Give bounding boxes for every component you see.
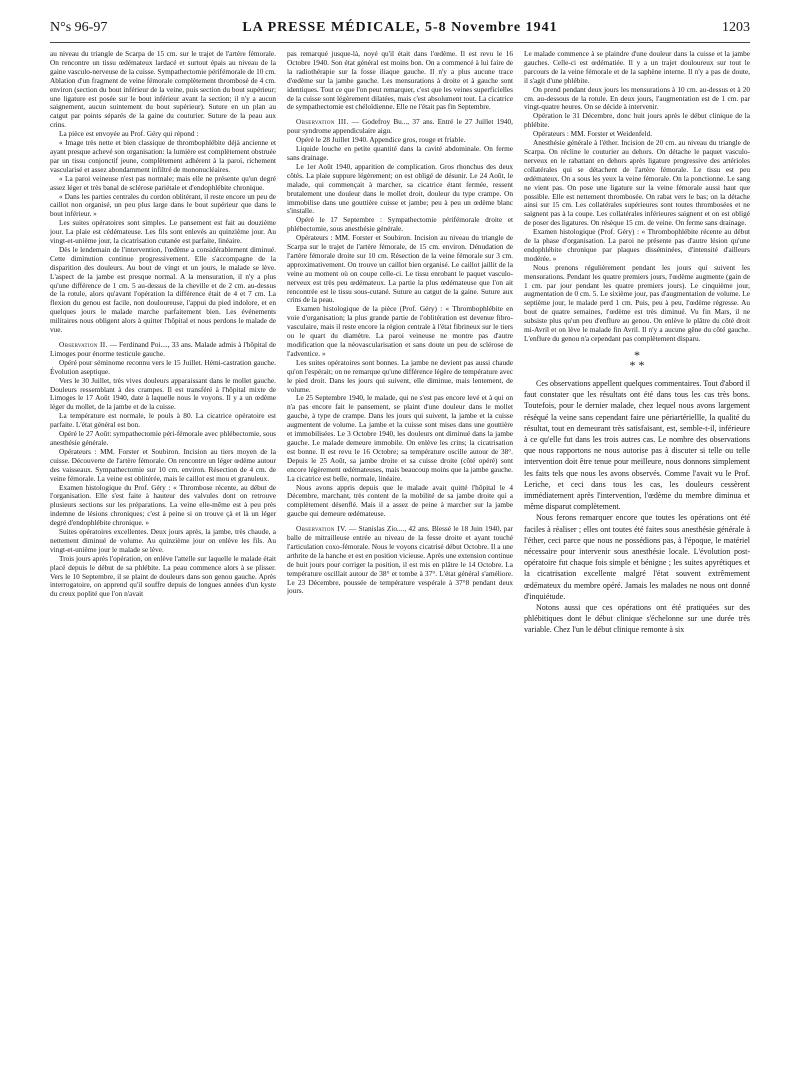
paragraph: Suites opératoires excellentes. Deux jours après, la jambe, très chaude, a nettement diminué de volume. Au quinzième jour on enlève les fils. Au vingt-et-unième jour le malade se lève. (50, 527, 276, 554)
section-separator-asterisks: * * * (629, 347, 645, 372)
paragraph: Liquide louche en petite quantité dans la cavité abdominale. On ferme sans drainage. (287, 144, 513, 162)
quote-paragraph: « Dans les parties centrales du cordon oblitérant, il reste encore un peu de caillot non organisé, un peu plus large dans le bout supérieur que dans le bout inférieur. » (50, 191, 276, 219)
paragraph: On prend pendant deux jours les mensurations à 10 cm. au-dessus et à 20 cm. au-dessous de la rotule. En deux jours, l'augmentation est de 1 cm. par vingt-quatre heures. On se décide à intervenir. (524, 84, 750, 112)
journal-title: LA PRESSE MÉDICALE, 5-8 Novembre 1941 (242, 20, 558, 35)
observation-intro: — Stanislas Zio...., 42 ans. Blessé le 18 Juin 1940, par balle de mitrailleuse entrée au niveau de la fesse droite et ayant touché l'articulation coxo-fémorale. Nous le voyons cicatrisé début Octobre. Il a une arthrite de la hanche et est en position vicieuse. Après une extension continue de huit jours pour corriger la position, il est mis en plâtre le 14 Octobre. La température oscillait autour de 38° et tombe à 37°. L'état général s'améliore. Le 23 Décembre, poussée de température vespérale à 37°8 pendant deux jours. (287, 524, 513, 596)
paragraph: Le malade commence à se plaindre d'une douleur dans la cuisse et la jambe gauches. Celle-ci est œdématiée. Il y a un trajet douloureux sur tout le parcours de la veine fémorale et de la saphène interne. Il n'y a pas de doute, il s'agit d'une phlébite. (524, 50, 750, 85)
paragraph: La pièce est envoyée au Prof. Géry qui répond : (59, 129, 199, 139)
paragraph: Ces observations appellent quelques commentaires. Tout d'abord il faut constater que les résultats ont été dans tous les cas très bons. Toutefois, pour le dernier malade, chez lequel nous avons largement réséqué la veine sans cependant faire une périartériellle, la qualité du résultat, tout en demeurant très satisfaisant, est, semble-t-il, inférieure à ce qu'elle fut dans les trois autres cas. Le nombre des observations que nous rapportons ne nous autorise pas à discuter si telle ou telle intervention doit être tenue pour meilleure, nous donnons simplement les faits tels que nous les avons observés. Comme l'avait vu le Prof. Leriche, et ceci dans tous les cas, les douleurs cessèrent immédiatement après l'intervention, l'œdème du membre diminua et même disparut complètement. (524, 378, 750, 512)
paragraph: Le 25 Septembre 1940, le malade, qui ne s'est pas encore levé et à qui on n'a pas encore fait le pansement, se plaint d'une douleur dans le mollet gauche, à type de crampe. Dans les jours qui suivent, la jambe et la cuisse augmentent de volume. La jambe et la cuisse sont mises dans une gouttière et immobilisées. Le 3 Octobre 1940, les douleurs ont diminué dans la jambe gauche. Le malade demeure immobile. On enlève les crins; la cicatrisation est bonne. Il est revu le 16 Octobre; sa température oscille autour de 38°. Depuis le 25 Août, sa jambe droite et sa cuisse droite (côté opéré) sont encore légèrement œdémateuses, mais beaucoup moins que la jambe gauche. La cicatrice est belle, normale, linéaire. (287, 393, 513, 483)
paragraph: Les suites opératoires sont bonnes. La jambe ne devient pas aussi chaude qu'on l'espérait; on ne remarque qu'une différence légère de température avec le pied droit. Dans les jours qui suivent, elle diminue, mais lentement, de volume. (287, 357, 513, 394)
observation-title: Observation IV. (296, 524, 347, 534)
paragraph: La température est normale, le pouls à 80. La cicatrice opératoire est parfaite. L'état général est bon. (50, 411, 276, 430)
column-2 (287, 50, 513, 1070)
paragraph: Opérateurs : MM. Forster et Weidenfeld. (533, 129, 653, 139)
observation-heading (287, 525, 513, 596)
paragraph: au niveau du triangle de Scarpa de 15 cm. sur le trajet de l'artère fémorale. On rencontre un tissu œdémateux lardacé et surtout épais au niveau de la gaine vasculo-nerveuse de la cuisse. Sympathectomie périfémorale de 10 cm. Ablation d'un fragment de veine fémorale complètement thrombosé de 4 cm. environ (section du bout inférieur de la veine, puis section du bout supérieur; une ligature est posée sur le bout inférieur avant la section; il n'y a aucun saignement, aucun suintement du bout supérieur). Suture en un plan au catgut par points séparés de la gaine du couturier. Suture de la peau aux crins. (50, 50, 276, 130)
observation-heading (50, 341, 276, 359)
paragraph: Examen histologique (Prof. Géry) : « Thrombophlébite récente au début de la phase d'organisation. La paroi ne présente pas d'autre lésion qu'une endophlébite chronique par plaques disséminées, d'intensité d'ailleurs modérée. » (524, 227, 750, 263)
paragraph: Anesthésie générale à l'éther. Incision de 20 cm. au niveau du triangle de Scarpa. On récline le couturier au dehors. On détache le paquet vasculo-nerveux en le rabattant en dehors après ligature progressive des artérioles collatérales qui se détachent de l'artère fémorale. Le tissu est peu œdémateux. On a sous les yeux la veine fémorale. On la ponctionne. Le sang ne vient pas. On pose une ligature sur la veine fémorale aussi haut que possible. Elle est nettement thrombosée. On rabat vers le bas; on la détache ainsi sur 15 cm. Les collatérales supérieures sont toutes thrombosées et ne saignent pas à la coupe. Les collatérales inférieures saignent et on est obligé de poser des ligatures. On résèque 15 cm. de veine. On ferme sans drainage. (524, 138, 750, 228)
observation-heading (287, 118, 513, 136)
observation-intro: — Ferdinand Poi...., 33 ans. Malade admis à l'hôpital de Limoges pour énorme testicule gauche. (50, 340, 276, 358)
column-1 (50, 50, 276, 1070)
quote-paragraph: « Image très nette et bien classique de thrombophlébite déjà ancienne et ayant presque achevé son organisation: la lumière est complètement obstruée par un tissu conjonctif jeune, complètement adhérent à la paroi, richement vascularisé et assez abondamment infiltré de mononucléaires. (50, 138, 276, 174)
page-number: 1203 (722, 20, 750, 35)
paragraph: Dès le lendemain de l'intervention, l'œdème a considérablement diminué. Cette diminution continue progressivement. Elle s'accompagne de la disparition des douleurs. Au bout de vingt et un jours, le malade se lève. L'aspect de la jambe est presque normal. A la mensuration, il n'y a plus qu'une différence de 1 cm. 5 au-dessus de la cheville et de 2 cm. au-dessus de la rotule, alors qu'avant l'opération la différence était de 4 et 7 cm. La flexion du genou est facile, non douloureuse, l'appui du pied indolore, et en quelques jours le malade marche parfaitement bien. Les événements militaires nous obligent alors à quitter l'hôpital et nous perdons le malade de vue. (50, 244, 276, 335)
quote-paragraph: « La paroi veineuse n'est pas normale; mais elle ne présente qu'un degré assez léger et très banal de sclérose pariétale et d'endophlébite chronique. (50, 173, 276, 192)
paragraph: Vers le 30 Juillet, très vives douleurs apparaissant dans le mollet gauche. Douleurs ressemblant à des crampes. Il est transféré à l'hôpital mixte de Limoges le 17 Août 1940, date à laquelle nous le voyons. Il y a un œdème léger du mollet, de la jambe et de la cuisse. (50, 375, 276, 412)
paragraph: Opération le 31 Décembre, donc huit jours après le début clinique de la phlébite. (524, 111, 750, 130)
column-3 (524, 50, 750, 1070)
paragraph: Le 1er Août 1940, apparition de complication. Gros rhonchus des deux côtés. La plaie suppure légèrement; on est obligé de désunir. Le 24 Août, le malade, qui commençait à marcher, sa cicatrice étant fermée, ressent brutalement une douleur dans le mollet droit, douleur du type crampe. On immobilise dans une gouttière cuisse et jambe; peu à peu un œdème blanc s'installe. (287, 161, 513, 216)
paragraph: Trois jours après l'opération, on enlève l'attelle sur laquelle le malade était placé depuis le début de sa phlébite. La peau commence alors à se plisser. Vers le 10 Septembre, il se plaint de douleurs dans son genou gauche. Après interrogatoire, on apprend qu'il souffre depuis de longues années d'un kyste du creux poplité que l'on n'avait (50, 553, 276, 599)
paragraph: pas remarqué jusque-là, noyé qu'il était dans l'œdème. Il est revu le 16 Octobre 1940. Son état général est moins bon. On a commencé à lui faire de la radiothérapie sur la fosse iliaque gauche. Il n'y a plus aucune trace d'œdème sur la jambe gauche. Les mensurations à droite et à gauche sont identiques. Tout ce que l'on peut remarquer, c'est que les veines superficielles de la cuisse sont légèrement dilatées, mais c'est absolument tout. La cicatrice de sympathectomie est chéloïdienne. Elle ne l'était pas fin Septembre. (287, 50, 513, 112)
paragraph: Opérateurs : MM. Forster et Soubiron. Incision au niveau du triangle de Scarpa sur le trajet de l'artère fémorale, de 15 cm. environ. Dénudation de l'artère fémorale droite sur 10 cm. Résection de la veine fémorale sur 3 cm. approximativement. On trouve un caillot bien organisé. Le caillot jaillit de la veine au moment où on coupe celle-ci. Le tissu enrobant le paquet vasculo-nerveux est très peu œdémateux. La partie la plus œdémateuse que l'on ait rencontrée est le tissu sous-cutané. Suture au catgut de la gaine. Suture aux crins de la peau. (287, 233, 513, 305)
paragraph: Opéré pour séminome reconnu vers le 15 Juillet. Hémi-castration gauche. Évolution aseptique. (50, 357, 276, 376)
paragraph: Nous prenons régulièrement pendant les jours qui suivent les mensurations. Pendant les quatre premiers jours, l'œdème augmente (gain de 1 cm. par jour pendant les quatre premiers jours). Le cinquième jour, augmentation de 0 cm. 5. Le sixième jour, pas d'augmentation de volume. Le septième jour, le malade perd 1 cm. Puis, peu à peu, l'œdème régresse. Au bout de quatre semaines, l'œdème est très diminué. Vu fin Mars, il ne subsiste plus qu'un peu d'enflure au genou. On enlève le plâtre du côté droit mi-Avril et on lève le malade fin Avril. Il n'y a aucune gêne du côté gauche. L'enflure du genou n'a cependant pas complètement disparu. (524, 262, 750, 343)
paragraph: Nous ferons remarquer encore que toutes les opérations ont été faciles à réaliser ; elles ont toutes été faites sous anesthésie générale à l'éther, ceci parce que nous ne possédions pas, à l'époque, le matériel nécessaire pour intervenir sous anesthésie locale. L'évolution post-opératoire fut chaque fois simple et bénigne ; les suites apyrétiques et la cicatrisation excellente malgré l'état souvent extrêmement œdémateux du membre opéré. Jamais les malades ne nous ont donné d'inquiétude. (524, 513, 750, 601)
paragraph: Opéré le 28 Juillet 1940. Appendice gros, rouge et friable. (296, 135, 466, 145)
paragraph: Opérateurs : MM. Forster et Soubiron. Incision au tiers moyen de la cuisse. Découverte de l'artère fémorale. On rencontre un léger œdème autour des vaisseaux. Sympathectomie sur 10 cm. environ. Résection de 4 cm. de veine fémorale. La veine est oblitérée, mais le caillot est mou et granuleux. (50, 446, 276, 483)
paragraph: Opéré le 17 Septembre : Sympathectomie périfémorale droite et phlébectomie, sous anesthésie générale. (287, 215, 513, 234)
observation-title: Observation II. (59, 340, 108, 349)
paragraph: Nous avons appris depuis que le malade avait quitté l'hôpital le 4 Décembre, marchant, très content de la mobilité de sa jambe droite qui a complètement désenflé. Mais il a assez de peine à marcher sur la jambe gauche qui demeure œdémateuse. (287, 482, 513, 519)
paragraph: Les suites opératoires sont simples. Le pansement est fait au douzième jour. La plaie est cédémateuse. Les fils sont enlevés au quinzième jour. Au vingt-et-unième jour, la cicatrisation cutanée est parfaite, linéaire. (50, 218, 276, 246)
running-header (50, 16, 750, 43)
paragraph: Examen histologique de la pièce (Prof. Géry) : « Thrombophlébite en voie d'organisation; la plus grande partie de l'oblitération est devenue fibro-vasculaire, mais il reste encore la région centrale à l'état fibrineux sur le tiers ou le quart du diamètre. La paroi veineuse ne montre pas d'autre modification que la néovascularisation et sans doute un peu de sclérose de l'adventice. » (287, 304, 513, 358)
paragraph: Notons aussi que ces opérations ont été pratiquées sur des phlébitiques dont le début clinique s'échelonne sur une durée très variable. Chez l'un le début clinique remonte à six (524, 602, 750, 635)
issue-number: N°s 96-97 (50, 20, 108, 35)
observation-title: Observation III. (296, 117, 349, 127)
paragraph: Opéré le 27 Août: sympathectomie péri-fémorale avec phlébectomie, sous anesthésie générale. (50, 429, 276, 447)
paragraph: Examen histologique du Prof. Géry : « Thrombose récente, au début de l'organisation. Elle s'est faite à hauteur des valvules dont on retrouve plusieurs sections sur les préparations. La veine elle-même est à peu près indemne de lésions chroniques; c'est à peine si on trouve çà et là un léger degré d'endophlébite chronique. » (50, 482, 276, 528)
observation-intro: — Godefroy Bu..., 37 ans. Entré le 27 Juillet 1940, pour syndrome appendiculaire aigu. (287, 117, 513, 136)
